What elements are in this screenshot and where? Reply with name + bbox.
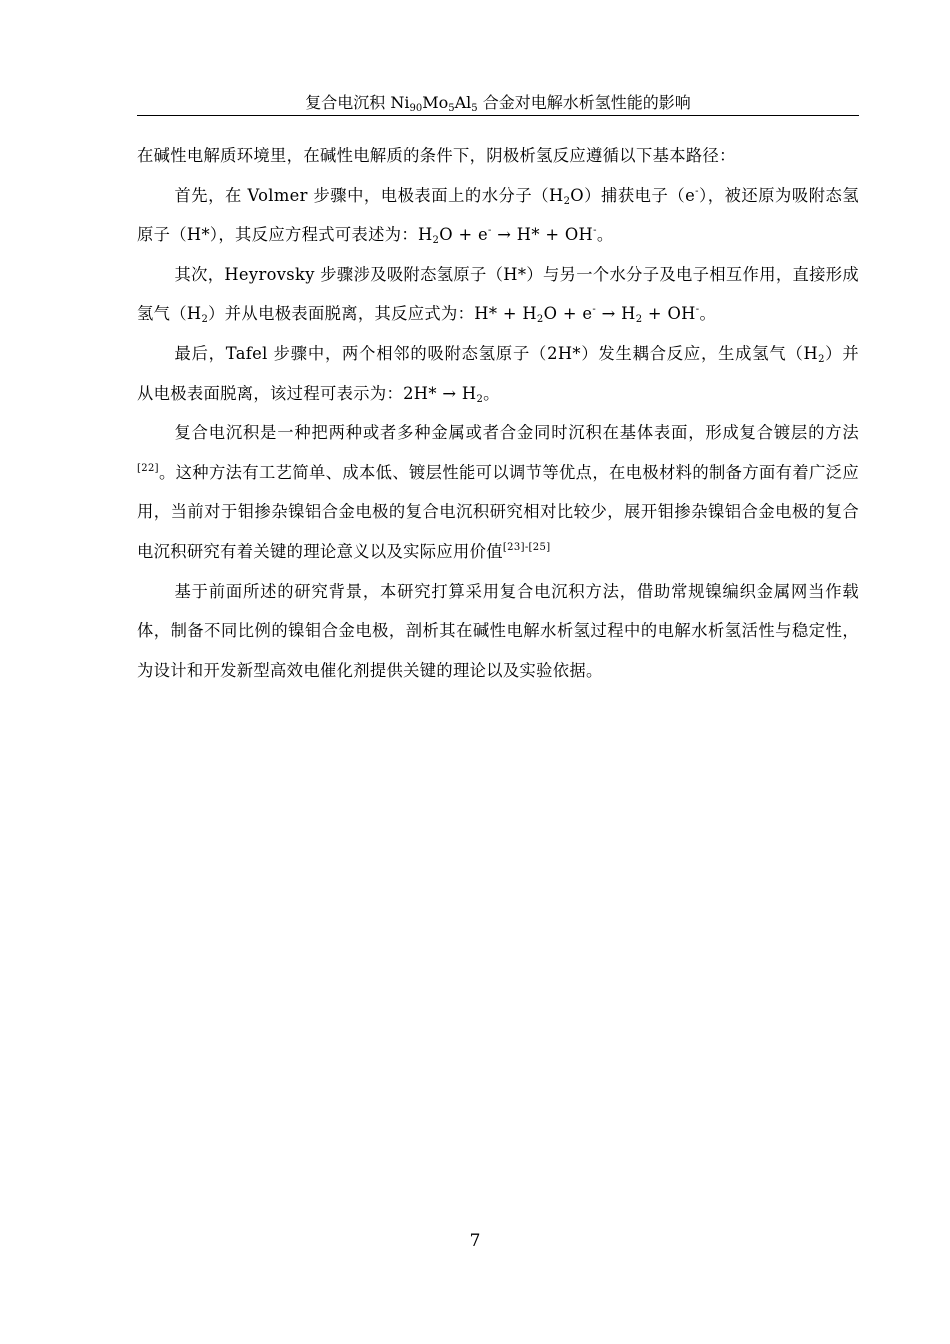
superscript: - xyxy=(695,304,700,316)
text-run: O + e xyxy=(439,225,488,245)
superscript: - xyxy=(592,304,597,316)
subscript: 2 xyxy=(432,235,440,247)
document-body xyxy=(137,136,859,690)
text-run: 。 xyxy=(483,383,500,403)
text-run: → H* + OH xyxy=(491,225,594,245)
paragraph-research-plan: 基于前面所述的研究背景，本研究打算采用复合电沉积方法，借助常规镍编织金属网当作载体，制备不同比例的镍钼合金电极，剖析其在碱性电解水析氢过程中的电解水析氢活性与稳定性，为设计和开发新型高效电催化剂提供关键的理论以及实验依据。 xyxy=(137,581,859,680)
subscript: 2 xyxy=(635,314,643,326)
text-run: ），被还原为吸附态氢原子（H*），其反应方程式可表述为：H xyxy=(137,185,859,245)
superscript: - xyxy=(488,225,492,237)
text-run: O + e xyxy=(543,304,593,324)
paragraph-volmer xyxy=(137,176,859,255)
header-text: Mo xyxy=(422,93,449,112)
superscript: - xyxy=(695,185,699,197)
header-text: Al xyxy=(454,93,472,112)
subscript: 2 xyxy=(476,393,484,405)
text-run: 。 xyxy=(699,304,717,324)
text-run: 复合电沉积是一种把两种或者多种金属或者合金同时沉积在基体表面，形成复合镀层的方法 xyxy=(174,423,859,443)
subscript: 2 xyxy=(818,353,825,365)
subscript: 2 xyxy=(563,195,571,207)
running-header xyxy=(137,90,859,116)
paragraph-tafel xyxy=(137,334,859,413)
text-run: 。 xyxy=(596,225,614,245)
paragraph-heyrovsky xyxy=(137,255,859,334)
header-subscript: 5 xyxy=(448,103,455,114)
paragraph-intro: 在碱性电解质环境里，在碱性电解质的条件下，阴极析氢反应遵循以下基本路径： xyxy=(137,146,736,165)
text-run: 首先，在 Volmer 步骤中，电极表面上的水分子（H xyxy=(174,185,564,205)
citation: [22] xyxy=(137,462,159,474)
text-run: ）并从电极表面脱离，其反应式为：H* + H xyxy=(208,304,537,324)
text-run: → H xyxy=(596,304,636,324)
subscript: 2 xyxy=(536,314,544,326)
text-run: + OH xyxy=(642,304,696,324)
text-run: ）并从电极表面脱离，该过程可表示为：2H* → H xyxy=(137,343,859,403)
text-run: O）捕获电子（e xyxy=(570,185,696,205)
text-run: 最后，Tafel 步骤中，两个相邻的吸附态氢原子（2H*）发生耦合反应，生成氢气（H xyxy=(174,343,819,363)
text-run: 。这种方法有工艺简单、成本低、镀层性能可以调节等优点，在电极材料的制备方面有着广泛应用，当前对于钼掺杂镍铝合金电极的复合电沉积研究相对比较少，展开钼掺杂镍铝合金电极的复合电沉积研究有着关键的理论意义以及实际应用价值 xyxy=(137,462,859,561)
header-subscript: 90 xyxy=(409,103,423,114)
header-subscript: 5 xyxy=(471,103,478,114)
citation: [23]-[25] xyxy=(502,541,551,553)
subscript: 2 xyxy=(201,314,209,326)
header-text: 复合电沉积 Ni xyxy=(305,93,410,112)
text-run: 其次，Heyrovsky 步骤涉及吸附态氢原子（H*）与另一个水分子及电子相互作用，直接形成氢气（H xyxy=(137,264,859,324)
superscript: - xyxy=(593,225,597,237)
paragraph-composite-electrodeposition xyxy=(137,413,859,571)
header-text: 合金对电解水析氢性能的影响 xyxy=(477,93,691,112)
page-number: 7 xyxy=(469,1231,481,1251)
